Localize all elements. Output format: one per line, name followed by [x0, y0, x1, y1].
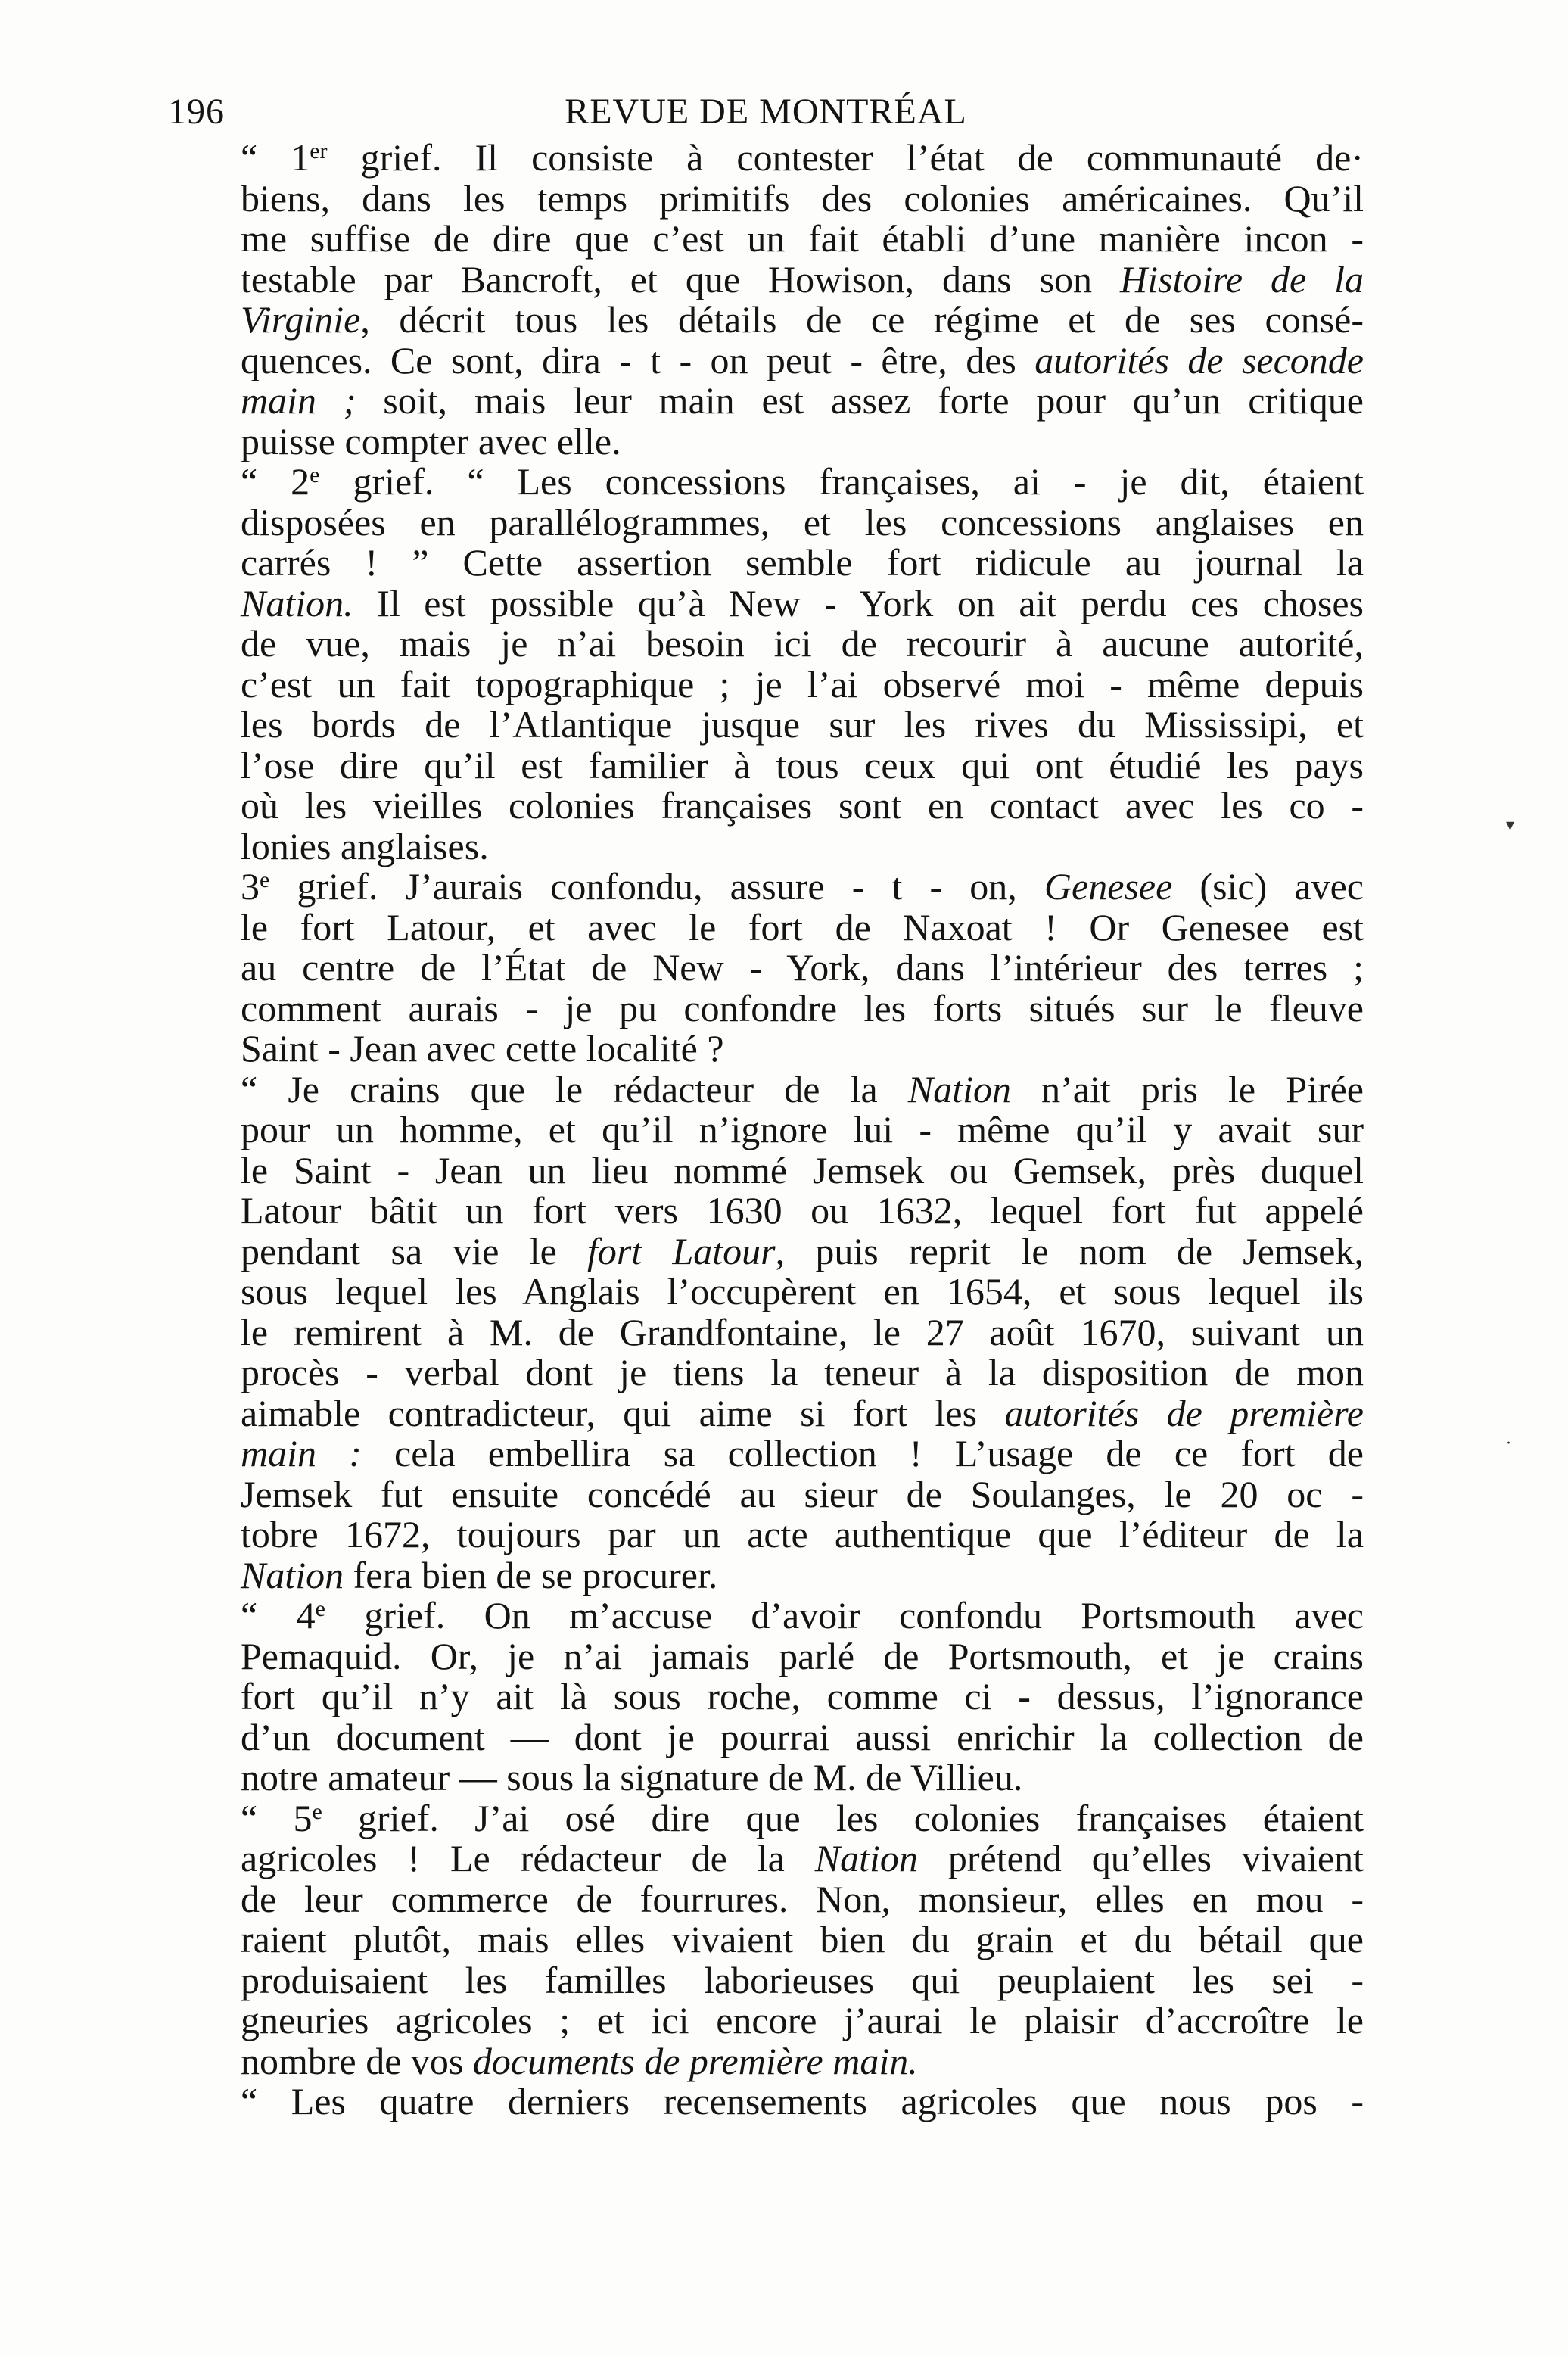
text-line: main ; soit, mais leur main est assez forte pour qu’un critique — [241, 379, 1364, 422]
text-line: carrés ! ” Cette assertion semble fort ridicule au journal la — [241, 541, 1364, 584]
text-line: Jemsek fut ensuite concédé au sieur de Soulanges, le 20 oc - — [241, 1472, 1364, 1515]
italic-text: Nation — [907, 1067, 1011, 1110]
text-line: testable par Bancroft, et que Howison, dans son Histoire de la — [241, 257, 1364, 300]
text-line: l’ose dire qu’il est familier à tous ceux qui ont étudié les pays — [241, 743, 1364, 786]
text-line: de leur commerce de fourrures. Non, monsieur, elles en mou - — [241, 1877, 1364, 1920]
text-line: d’un document — dont je pourrai aussi enrichir la collection de — [241, 1715, 1364, 1758]
italic-text: Nation. — [241, 581, 353, 624]
italic-text: Virginie — [241, 298, 361, 341]
italic-text: Genesee — [1044, 865, 1173, 908]
text-line: pendant sa vie le fort Latour, puis reprit le nom de Jemsek, — [241, 1229, 1364, 1272]
italic-text: Nation — [241, 1553, 344, 1596]
text-line: “ 2e grief. “ Les concessions françaises, ai - je dit, étaient — [241, 460, 1364, 503]
text-line: nombre de vos documents de première main. — [241, 2039, 918, 2082]
paragraph — [168, 138, 1364, 462]
text-line: Virginie, décrit tous les détails de ce régime et de ses consé- — [241, 298, 1364, 341]
text-line: où les vieilles colonies françaises sont en contact avec les co - — [241, 784, 1364, 827]
page-header — [168, 82, 1364, 138]
text-line: “ 5e grief. J’ai osé dire que les colonies françaises étaient — [241, 1796, 1364, 1839]
text-line: Pemaquid. Or, je n’ai jamais parlé de Portsmouth, et je crains — [241, 1634, 1364, 1677]
italic-text: autorités de seconde — [1034, 338, 1364, 381]
text-line: “ Les quatre derniers recensements agricoles que nous pos - — [241, 2080, 1364, 2122]
body-text — [168, 138, 1364, 2122]
text-line: puisse compter avec elle. — [241, 419, 621, 462]
text-line: raient plutôt, mais elles vivaient bien du grain et du bétail que — [241, 1918, 1364, 1960]
text-line: quences. Ce sont, dira - t - on peut - être, des autorités de seconde — [241, 338, 1364, 381]
text-line: tobre 1672, toujours par un acte authentique que l’éditeur de la — [241, 1513, 1364, 1555]
text-line: pour un homme, et qu’il n’ignore lui - même qu’il y avait sur — [241, 1108, 1364, 1150]
text-line: sous lequel les Anglais l’occupèrent en 1654, et sous lequel ils — [241, 1270, 1364, 1312]
italic-text: main ; — [241, 379, 356, 422]
text-line: disposées en parallélogrammes, et les concessions anglaises en — [241, 500, 1364, 543]
page-number: 196 — [168, 92, 225, 132]
text-line: comment aurais - je pu confondre les forts situés sur le fleuve — [241, 986, 1364, 1029]
ordinal-superscript: e — [310, 462, 320, 487]
italic-text: fort Latour — [587, 1229, 776, 1272]
text-line: lonies anglaises. — [241, 824, 489, 867]
text-line: Latour bâtit un fort vers 1630 ou 1632, lequel fort fut appelé — [241, 1189, 1364, 1231]
text-line: procès - verbal dont je tiens la teneur à la disposition de mon — [241, 1351, 1364, 1393]
text-line: produisaient les familles laborieuses qui peuplaient les sei - — [241, 1958, 1364, 2001]
text-line: c’est un fait topographique ; je l’ai observé moi - même depuis — [241, 662, 1364, 705]
text-line: “ Je crains que le rédacteur de la Nation n’ait pris le Pirée — [241, 1067, 1364, 1110]
text-line: Nation fera bien de se procurer. — [241, 1553, 718, 1596]
italic-text: Histoire de la — [1119, 257, 1364, 300]
text-line: de vue, mais je n’ai besoin ici de recourir à aucune autorité, — [241, 622, 1364, 665]
text-line: le Saint - Jean un lieu nommé Jemsek ou Gemsek, près duquel — [241, 1148, 1364, 1191]
text-line: Nation. Il est possible qu’à New - York on ait perdu ces choses — [241, 581, 1364, 624]
text-line: le remirent à M. de Grandfontaine, le 27 août 1670, suivant un — [241, 1310, 1364, 1353]
paragraph — [168, 1798, 1364, 2082]
text-line: au centre de l’État de New - York, dans l’intérieur des terres ; — [241, 946, 1364, 989]
paragraph — [168, 867, 1364, 1070]
ordinal-superscript: e — [312, 1798, 322, 1824]
text-line: agricoles ! Le rédacteur de la Nation prétend qu’elles vivaient — [241, 1837, 1364, 1879]
text-line: main : cela embellira sa collection ! L’usage de ce fort de — [241, 1432, 1364, 1474]
ordinal-superscript: e — [260, 867, 270, 892]
margin-mark: ▾ — [1506, 816, 1515, 835]
text-line: les bords de l’Atlantique jusque sur les rives du Mississipi, et — [241, 703, 1364, 746]
paragraph — [168, 462, 1364, 867]
text-line: le fort Latour, et avec le fort de Naxoat ! Or Genesee est — [241, 905, 1364, 948]
italic-text: Nation — [814, 1837, 918, 1879]
ordinal-superscript: e — [315, 1596, 325, 1621]
text-line: 3e grief. J’aurais confondu, assure - t - on, Genesee (sic) avec — [241, 865, 1364, 908]
text-line: aimable contradicteur, qui aime si fort les autorités de première — [241, 1391, 1364, 1434]
text-line: “ 4e grief. On m’accuse d’avoir confondu Portsmouth avec — [241, 1594, 1364, 1636]
italic-text: autorités de première — [1004, 1391, 1364, 1434]
running-head: REVUE DE MONTRÉAL — [565, 92, 967, 132]
paragraph — [168, 2081, 1364, 2122]
text-line: notre amateur — sous la signature de M. de Villieu. — [241, 1756, 1023, 1798]
text-line: “ 1er grief. Il consiste à contester l’état de communauté de· — [241, 136, 1364, 179]
paragraph — [168, 1596, 1364, 1798]
text-line: biens, dans les temps primitifs des colonies américaines. Qu’il — [241, 176, 1364, 220]
text-line: me suffise de dire que c’est un fait établi d’une manière incon - — [241, 217, 1364, 260]
italic-text: documents de première main. — [472, 2039, 918, 2082]
text-line: Saint - Jean avec cette localité ? — [241, 1027, 724, 1070]
ordinal-superscript: er — [310, 139, 328, 163]
text-line: gneuries agricoles ; et ici encore j’aurai le plaisir d’accroître le — [241, 1999, 1364, 2041]
italic-text: main : — [241, 1432, 362, 1474]
text-line: fort qu’il n’y ait là sous roche, comme ci - dessus, l’ignorance — [241, 1675, 1364, 1717]
margin-mark: · — [1506, 1434, 1511, 1453]
paragraph — [168, 1067, 1364, 1596]
book-page — [168, 82, 1364, 2122]
